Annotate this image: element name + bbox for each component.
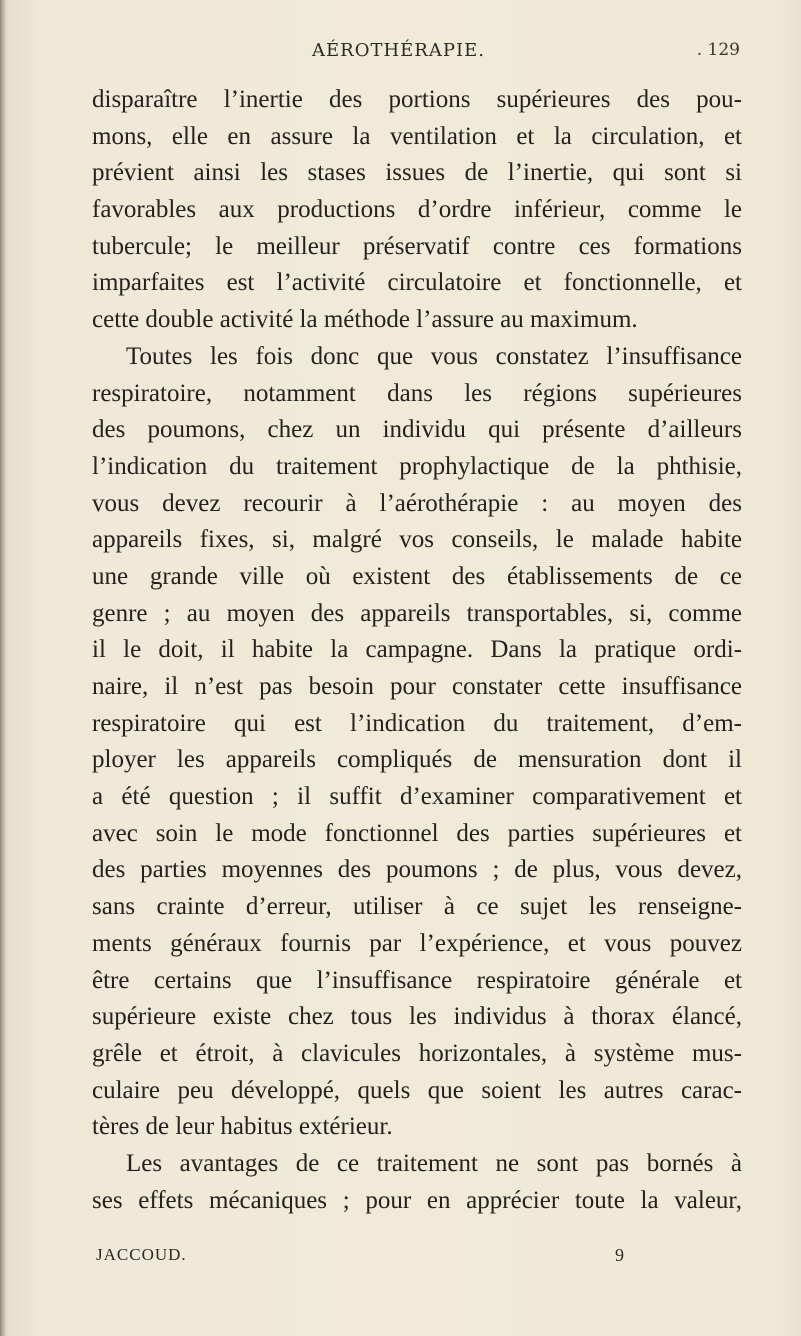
text-line: vous devez recourir à l’aérothérapie : au moyen des bbox=[92, 489, 742, 517]
printer-signature: JACCOUD. bbox=[96, 1245, 187, 1264]
text-line: imparfaites est l’activité circulatoire et fonctionnelle, et bbox=[92, 269, 742, 297]
text-line: il le doit, il habite la campagne. Dans la pratique ordi- bbox=[92, 636, 742, 664]
text-line: des parties moyennes des poumons ; de plus, vous devez, bbox=[92, 856, 742, 884]
running-title: AÉROTHÉRAPIE. bbox=[312, 40, 485, 61]
text-line: naire, il n’est pas besoin pour constater cette insuffisance bbox=[92, 673, 742, 700]
text-line: supérieure existe chez tous les individus à thorax élancé, bbox=[92, 1003, 742, 1031]
signature-number: 9 bbox=[615, 1245, 624, 1265]
text-line: appareils fixes, si, malgré vos conseils, le malade habite bbox=[92, 526, 742, 554]
text-line: sans crainte d’erreur, utiliser à ce sujet les renseigne- bbox=[92, 893, 742, 921]
text-line: disparaître l’inertie des portions supérieures des pou- bbox=[92, 86, 742, 113]
text-line: des poumons, chez un individu qui présente d’ailleurs bbox=[92, 416, 742, 444]
paragraph-start-line: Les avantages de ce traitement ne sont pas bornés à bbox=[126, 1149, 742, 1177]
text-line: avec soin le mode fonctionnel des parties supérieures et bbox=[92, 819, 742, 847]
text-line: a été question ; il suffit d’examiner comparativement et bbox=[92, 783, 742, 811]
text-line: être certains que l’insuffisance respiratoire générale et bbox=[92, 966, 742, 994]
text-line: ployer les appareils compliqués de mensuration dont il bbox=[92, 746, 742, 774]
body-text bbox=[92, 82, 742, 1219]
text-line: une grande ville où existent des établissements de ce bbox=[92, 562, 742, 590]
text-line: respiratoire qui est l’indication du traitement, d’em- bbox=[92, 709, 742, 737]
footer-signature-line bbox=[92, 1245, 742, 1271]
text-line: tubercule; le meilleur préservatif contre ces formations bbox=[92, 232, 742, 260]
text-line: mons, elle en assure la ventilation et la circulation, et bbox=[92, 122, 742, 150]
text-line: respiratoire, notamment dans les régions supérieures bbox=[92, 379, 742, 407]
text-line: tères de leur habitus extérieur. bbox=[92, 1113, 393, 1141]
text-line: prévient ainsi les stases issues de l’inertie, qui sont si bbox=[92, 159, 742, 187]
text-line: ses effets mécaniques ; pour en apprécier toute la valeur, bbox=[92, 1186, 742, 1214]
page-number: . 129 bbox=[696, 40, 740, 60]
paragraph-start-line: Toutes les fois donc que vous constatez l’insuffisance bbox=[126, 342, 742, 370]
text-line: genre ; au moyen des appareils transportables, si, comme bbox=[92, 599, 742, 627]
text-line: ments généraux fournis par l’expérience, et vous pouvez bbox=[92, 929, 742, 957]
running-head bbox=[90, 40, 760, 70]
binding-gutter-shadow bbox=[0, 0, 6, 1336]
text-line: l’indication du traitement prophylactique de la phthisie, bbox=[92, 452, 742, 480]
text-line: grêle et étroit, à clavicules horizontales, à système mus- bbox=[92, 1039, 742, 1067]
text-line: favorables aux productions d’ordre inférieur, comme le bbox=[92, 196, 742, 224]
text-line: cette double activité la méthode l’assure au maximum. bbox=[92, 306, 638, 334]
text-line: culaire peu développé, quels que soient les autres carac- bbox=[92, 1076, 742, 1104]
